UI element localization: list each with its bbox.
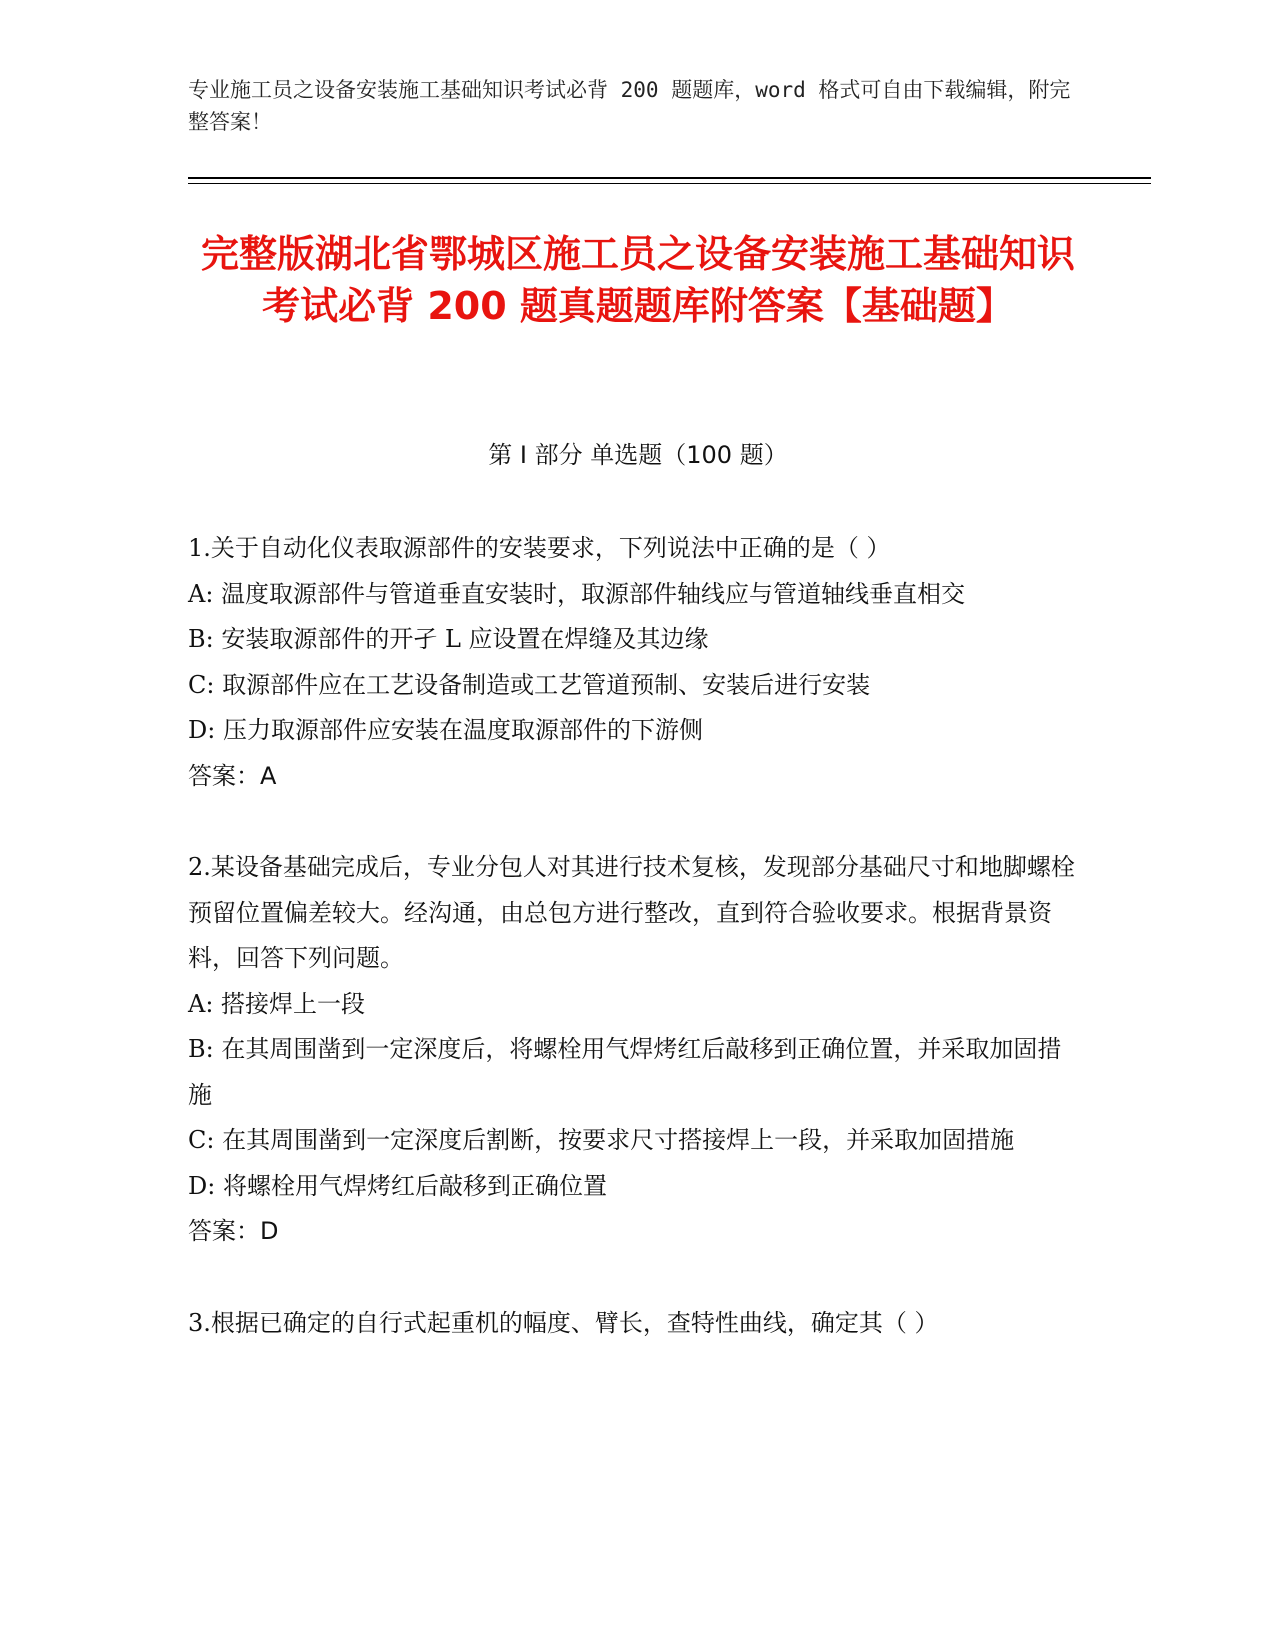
answer: 答案：A	[188, 761, 277, 790]
question-stem: 1.关于自动化仪表取源部件的安装要求，下列说法中正确的是（ ）	[188, 534, 891, 562]
question-2	[188, 845, 1078, 1255]
option-d: D: 压力取源部件应安装在温度取源部件的下游侧	[188, 716, 703, 744]
option-d: D: 将螺栓用气焊烤红后敲移到正确位置	[188, 1171, 607, 1200]
question-list	[188, 526, 1078, 1392]
option-a: A: 温度取源部件与管道垂直安装时，取源部件轴线应与管道轴线垂直相交	[188, 579, 966, 608]
option-b: B: 在其周围凿到一定深度后，将螺栓用气焊烤红后敲移到正确位置，并采取加固措施	[188, 1035, 1062, 1109]
section-title: 第 I 部分 单选题（100 题）	[488, 441, 788, 469]
header-divider-thin	[188, 183, 1151, 184]
header-divider-thick	[188, 177, 1151, 179]
option-c: C: 取源部件应在工艺设备制造或工艺管道预制、安装后进行安装	[188, 670, 871, 699]
question-1	[188, 526, 1078, 799]
option-b: B: 安装取源部件的开孑 L 应设置在焊缝及其边缘	[188, 625, 709, 653]
document-title: 完整版湖北省鄂城区施工员之设备安装施工基础知识考试必背 200 题真题题库附答案【基础题】	[200, 232, 1075, 328]
question-3	[188, 1301, 1078, 1347]
question-stem: 2.某设备基础完成后，专业分包人对其进行技术复核，发现部分基础尺寸和地脚螺栓预留位置偏差较大。经沟通，由总包方进行整改，直到符合验收要求。根据背景资料，回答下列问题。	[188, 853, 1075, 972]
question-stem: 3.根据已确定的自行式起重机的幅度、臂长，查特性曲线，确定其（ ）	[188, 1308, 939, 1337]
header-note: 专业施工员之设备安装施工基础知识考试必背 200 题题库，word 格式可自由下载编辑，附完整答案！	[188, 78, 1071, 134]
answer: 答案：D	[188, 1217, 279, 1245]
option-c: C: 在其周围凿到一定深度后割断，按要求尺寸搭接焊上一段，并采取加固措施	[188, 1126, 1015, 1154]
option-a: A: 搭接焊上一段	[188, 989, 366, 1018]
